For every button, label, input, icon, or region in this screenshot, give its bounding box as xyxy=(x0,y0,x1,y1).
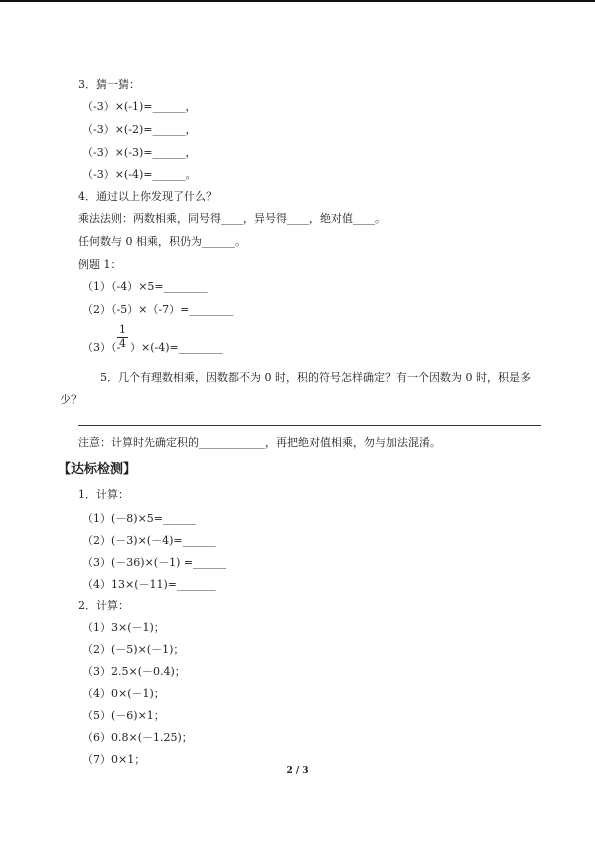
guess-line-2: （-3）×(-2)=______， xyxy=(82,123,197,136)
fraction-denominator: 4 xyxy=(119,337,126,350)
section-heading: 【达标检测】 xyxy=(58,462,137,477)
note: 注意：计算时先确定积的____________，再把绝对值相乘，勿与加法混淆。 xyxy=(78,436,441,449)
example-heading: 例题 1： xyxy=(78,258,122,271)
calc-1-line-3: （3）(－36)×(－1) =______ xyxy=(82,556,227,569)
calc-2-line-3: （3）2.5×(－0.4)； xyxy=(82,665,186,678)
calc-2-line-5: （5）(－6)×1； xyxy=(82,709,165,722)
calc-1-line-2: （2）(－3)×(－4)=______ xyxy=(82,534,216,547)
example-line-2: （2）（-5）×（-7）=________ xyxy=(82,303,234,316)
fraction-numerator: 1 xyxy=(119,323,126,336)
item-5-question: 5．几个有理数相乘，因数都不为 0 时，积的符号怎样确定？有一个因数为 0 时，积是多 xyxy=(100,371,531,384)
calc-2-heading: 2．计算： xyxy=(78,599,129,612)
item-3-heading: 3．猜一猜： xyxy=(78,78,140,91)
calc-2-line-7: （7）0×1； xyxy=(82,753,146,766)
answer-line xyxy=(78,425,541,426)
guess-line-1: （-3）×(-1)=______， xyxy=(82,100,197,113)
item-5-question-cont: 少？ xyxy=(60,393,82,406)
example-line-1: （1）（-4）×5=________ xyxy=(82,280,208,293)
calc-2-line-1: （1）3×(－1)； xyxy=(82,621,165,634)
guess-line-4: （-3）×(-4)=______。 xyxy=(82,168,197,181)
calc-2-line-6: （6）0.8×(－1.25)； xyxy=(82,731,193,744)
multiplication-rule: 乘法法则：两数相乘，同号得____，异号得____，绝对值____。 xyxy=(78,212,386,225)
page-number: 2 / 3 xyxy=(286,766,309,776)
calc-2-line-2: （2）(－5)×(－1)； xyxy=(82,643,185,656)
calc-1-heading: 1．计算： xyxy=(78,488,129,501)
page-top-border xyxy=(0,0,595,2)
example-line-3-suffix: ）×(-4)=________ xyxy=(130,341,223,354)
calc-1-line-1: （1）(－8)×5=______ xyxy=(82,512,197,525)
zero-rule: 任何数与 0 相乘，积仍为______。 xyxy=(78,235,246,248)
guess-line-3: （-3）×(-3)=______， xyxy=(82,146,197,159)
calc-2-line-4: （4）0×(－1)； xyxy=(82,687,165,700)
example-line-3-prefix: （3）（- xyxy=(82,341,121,354)
item-4-heading: 4．通过以上你发现了什么？ xyxy=(78,190,217,203)
calc-1-line-4: （4）13×(－11)=_______ xyxy=(82,578,216,591)
